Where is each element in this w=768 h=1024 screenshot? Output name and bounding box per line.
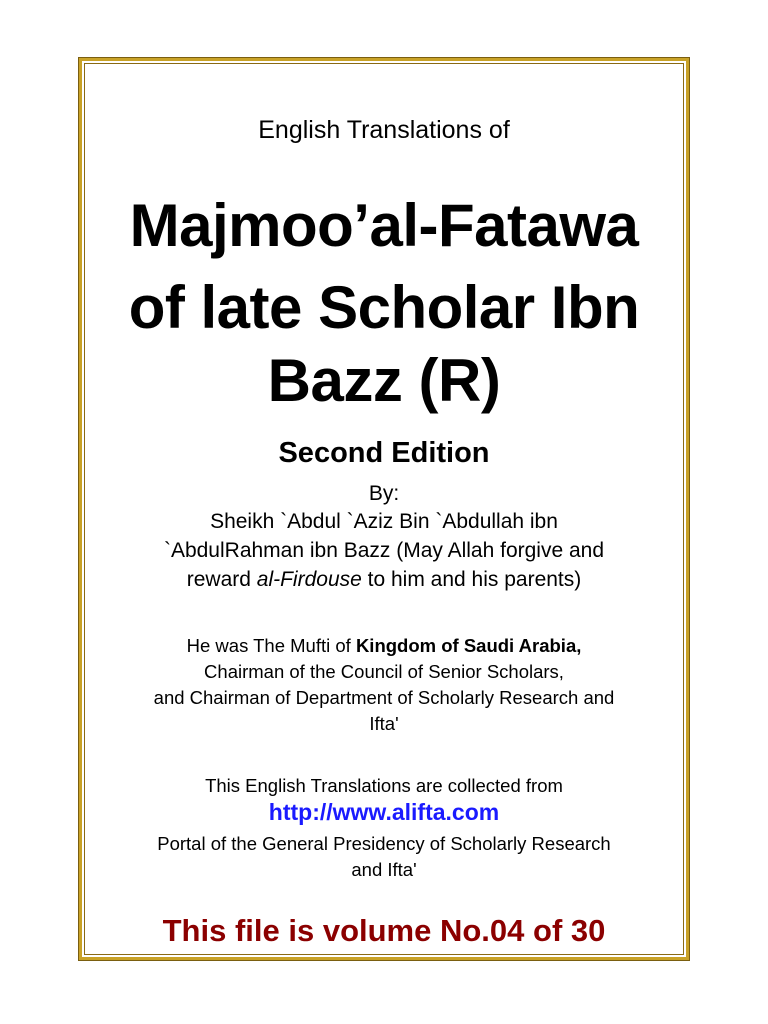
author-line-3-emphasis: al-Firdouse [256,568,362,591]
edition-label: Second Edition [278,437,490,469]
alifta-link[interactable]: http://www.alifta.com [268,799,500,825]
mufti-line-1 [0,635,768,657]
mufti-line-1-pre: He was The Mufti of [186,635,356,656]
intro-text: English Translations of [258,116,510,144]
mufti-line-3: and Chairman of Department of Scholarly Research and [153,687,615,708]
author-line-3-post: to him and his parents) [361,568,582,591]
author-line-3 [0,566,768,594]
title-line-3: Bazz (R) [267,347,501,414]
by-label: By: [368,482,400,505]
mufti-line-4: Ifta' [369,713,399,734]
title-line-1: Majmoo’al-Fatawa [129,192,639,259]
mufti-country: Kingdom of Saudi Arabia, [355,635,582,656]
author-line-2: `AbdulRahman ibn Bazz (May Allah forgive and [163,539,605,562]
author-line-3-pre: reward [186,568,257,591]
mufti-line-2: Chairman of the Council of Senior Scholars, [204,661,564,682]
collected-text: This English Translations are collected from [205,775,563,796]
author-line-1: Sheikh `Abdul `Aziz Bin `Abdullah ibn [210,510,558,533]
volume-label: This file is volume No.04 of 30 [162,913,606,948]
portal-line-2: and Ifta' [351,859,417,880]
portal-line-1: Portal of the General Presidency of Scholarly Research [157,833,611,854]
title-line-2: of late Scholar Ibn [128,274,640,341]
